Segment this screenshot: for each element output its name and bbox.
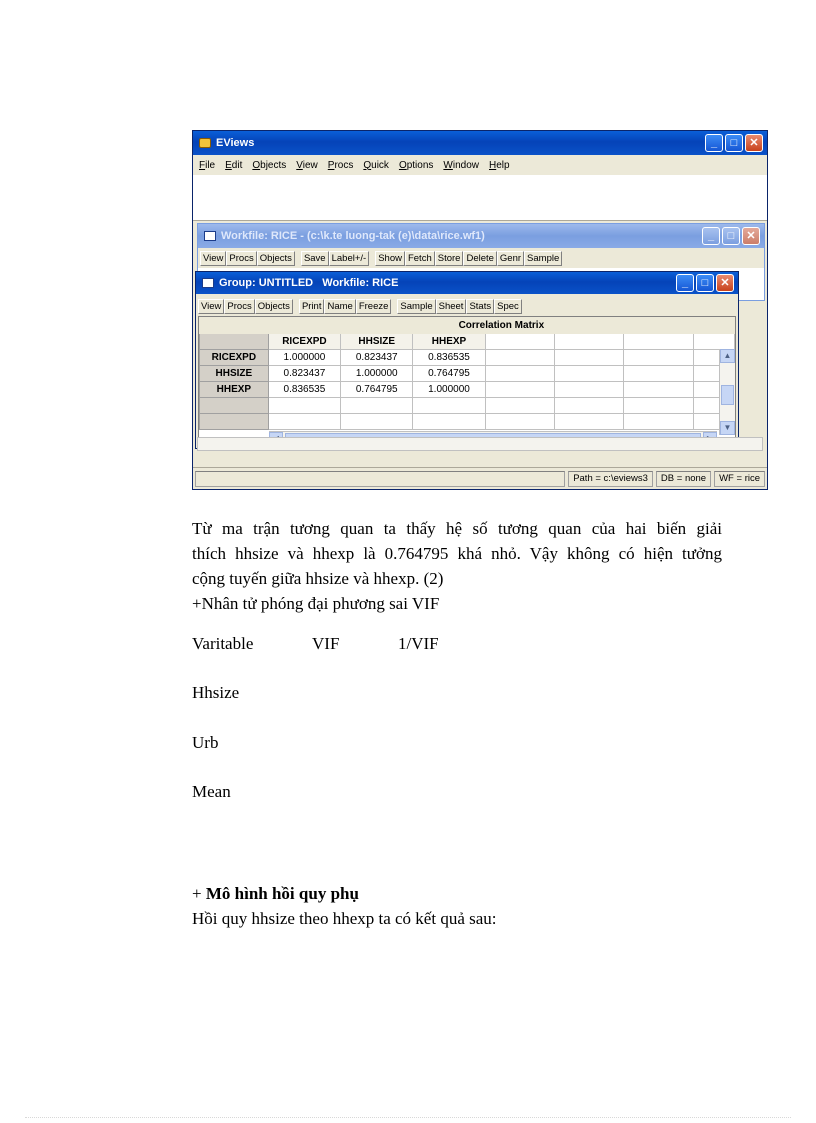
status-path: Path = c:\eviews3 (568, 471, 653, 487)
vif-col-inverse: 1/VIF (398, 634, 439, 653)
row-header[interactable]: HHEXP (200, 382, 269, 398)
wf-genr-button[interactable]: Genr (497, 251, 524, 266)
minimize-icon[interactable]: _ (705, 134, 723, 152)
table-row (200, 366, 735, 382)
grp-freeze-button[interactable]: Freeze (356, 299, 392, 314)
grid-cell[interactable]: 1.000000 (413, 382, 485, 398)
status-bar (193, 467, 767, 489)
scroll-up-icon[interactable]: ▲ (720, 349, 735, 363)
page-footer-divider (25, 1117, 791, 1118)
close-icon[interactable]: ✕ (716, 274, 734, 292)
menu-file[interactable]: File (199, 159, 216, 171)
vertical-scrollbar[interactable] (719, 349, 735, 435)
row-header[interactable]: HHSIZE (200, 366, 269, 382)
text-line: +Nhân tử phóng đại phương sai VIF (192, 594, 440, 613)
maximize-icon[interactable]: □ (725, 134, 743, 152)
grid-cell[interactable]: 0.823437 (341, 350, 413, 366)
scroll-down-icon[interactable]: ▼ (720, 421, 735, 435)
grp-objects-button[interactable]: Objects (255, 299, 293, 314)
wf-save-button[interactable]: Save (301, 251, 329, 266)
vif-row-label: Mean (192, 782, 231, 801)
wf-sample-button[interactable]: Sample (524, 251, 562, 266)
wf-label-button[interactable]: Label+/- (329, 251, 370, 266)
grid-cell[interactable]: 0.764795 (413, 366, 485, 382)
menu-help[interactable]: Help (489, 159, 510, 171)
group-title: Group: UNTITLED Workfile: RICE (219, 277, 399, 289)
status-wf: WF = rice (714, 471, 765, 487)
grp-spec-button[interactable]: Spec (494, 299, 522, 314)
menu-bar (193, 155, 767, 175)
group-titlebar[interactable] (196, 272, 738, 294)
text-line: Từ ma trận tương quan ta thấy hệ số tương quan của hai biến giải (192, 519, 722, 538)
grp-sheet-button[interactable]: Sheet (436, 299, 467, 314)
grid-cell[interactable]: 0.836535 (413, 350, 485, 366)
text-line: Hồi quy hhsize theo hhexp ta có kết quả sau: (192, 909, 497, 928)
correlation-grid[interactable] (198, 316, 736, 446)
grid-cell[interactable]: 0.764795 (341, 382, 413, 398)
section-auxiliary-regression (192, 881, 722, 931)
paragraph-correlation (192, 516, 722, 616)
vif-row-label: Urb (192, 733, 219, 752)
grp-sample-button[interactable]: Sample (397, 299, 435, 314)
grp-name-button[interactable]: Name (324, 299, 355, 314)
grp-procs-button[interactable]: Procs (224, 299, 254, 314)
grid-cell[interactable]: 0.836535 (268, 382, 340, 398)
column-header[interactable]: RICEXPD (268, 334, 340, 350)
menu-objects[interactable]: Objects (252, 159, 287, 171)
group-window (195, 271, 739, 449)
column-header[interactable]: HHSIZE (341, 334, 413, 350)
wf-store-button[interactable]: Store (435, 251, 464, 266)
text-line: thích hhsize và hhexp là 0.764795 khá nhỏ. Vậy không có hiện tưởng (192, 544, 722, 563)
workfile-horizontal-scrollbar[interactable] (197, 437, 763, 451)
workfile-toolbar (200, 250, 562, 267)
menu-options[interactable]: Options (398, 159, 434, 171)
menu-procs[interactable]: Procs (327, 159, 354, 171)
wf-procs-button[interactable]: Procs (226, 251, 256, 266)
vif-row-label: Hhsize (192, 683, 240, 702)
grid-cell[interactable]: 1.000000 (268, 350, 340, 366)
grp-print-button[interactable]: Print (299, 299, 325, 314)
close-icon[interactable]: ✕ (742, 227, 760, 245)
vif-col-vif: VIF (312, 634, 340, 653)
eviews-titlebar[interactable] (193, 131, 767, 155)
command-window[interactable] (193, 175, 767, 221)
grp-stats-button[interactable]: Stats (466, 299, 494, 314)
vif-col-variable: Varitable (192, 634, 254, 653)
status-db: DB = none (656, 471, 711, 487)
table-row (200, 382, 735, 398)
status-message (195, 471, 565, 487)
workfile-title: Workfile: RICE - (c:\k.te luong-tak (e)\data\rice.wf1) (221, 230, 485, 242)
maximize-icon[interactable]: □ (696, 274, 714, 292)
wf-delete-button[interactable]: Delete (463, 251, 496, 266)
section-title: Mô hình hồi quy phụ (205, 884, 359, 903)
window-icon (202, 278, 214, 288)
minimize-icon[interactable]: _ (702, 227, 720, 245)
window-icon (204, 231, 216, 241)
grp-view-button[interactable]: View (198, 299, 224, 314)
eviews-app-icon (199, 138, 211, 148)
workfile-titlebar[interactable] (198, 224, 764, 248)
scroll-thumb[interactable] (721, 385, 734, 405)
row-header[interactable]: RICEXPD (200, 350, 269, 366)
column-header[interactable]: HHEXP (413, 334, 485, 350)
table-row (200, 350, 735, 366)
close-icon[interactable]: ✕ (745, 134, 763, 152)
grid-cell[interactable]: 0.823437 (268, 366, 340, 382)
grid-cell[interactable]: 1.000000 (341, 366, 413, 382)
menu-window[interactable]: Window (443, 159, 479, 171)
menu-edit[interactable]: Edit (225, 159, 243, 171)
grid-caption: Correlation Matrix (268, 318, 734, 334)
minimize-icon[interactable]: _ (676, 274, 694, 292)
wf-view-button[interactable]: View (200, 251, 226, 266)
wf-show-button[interactable]: Show (375, 251, 405, 266)
eviews-screenshot (192, 130, 768, 490)
menu-quick[interactable]: Quick (363, 159, 389, 171)
text-line: cộng tuyến giữa hhsize và hhexp. (2) (192, 569, 444, 588)
wf-objects-button[interactable]: Objects (257, 251, 295, 266)
wf-fetch-button[interactable]: Fetch (405, 251, 435, 266)
section-heading: + Mô hình hồi quy phụ (192, 884, 359, 903)
group-toolbar (198, 298, 522, 315)
maximize-icon[interactable]: □ (722, 227, 740, 245)
menu-view[interactable]: View (296, 159, 318, 171)
eviews-title: EViews (216, 137, 255, 149)
